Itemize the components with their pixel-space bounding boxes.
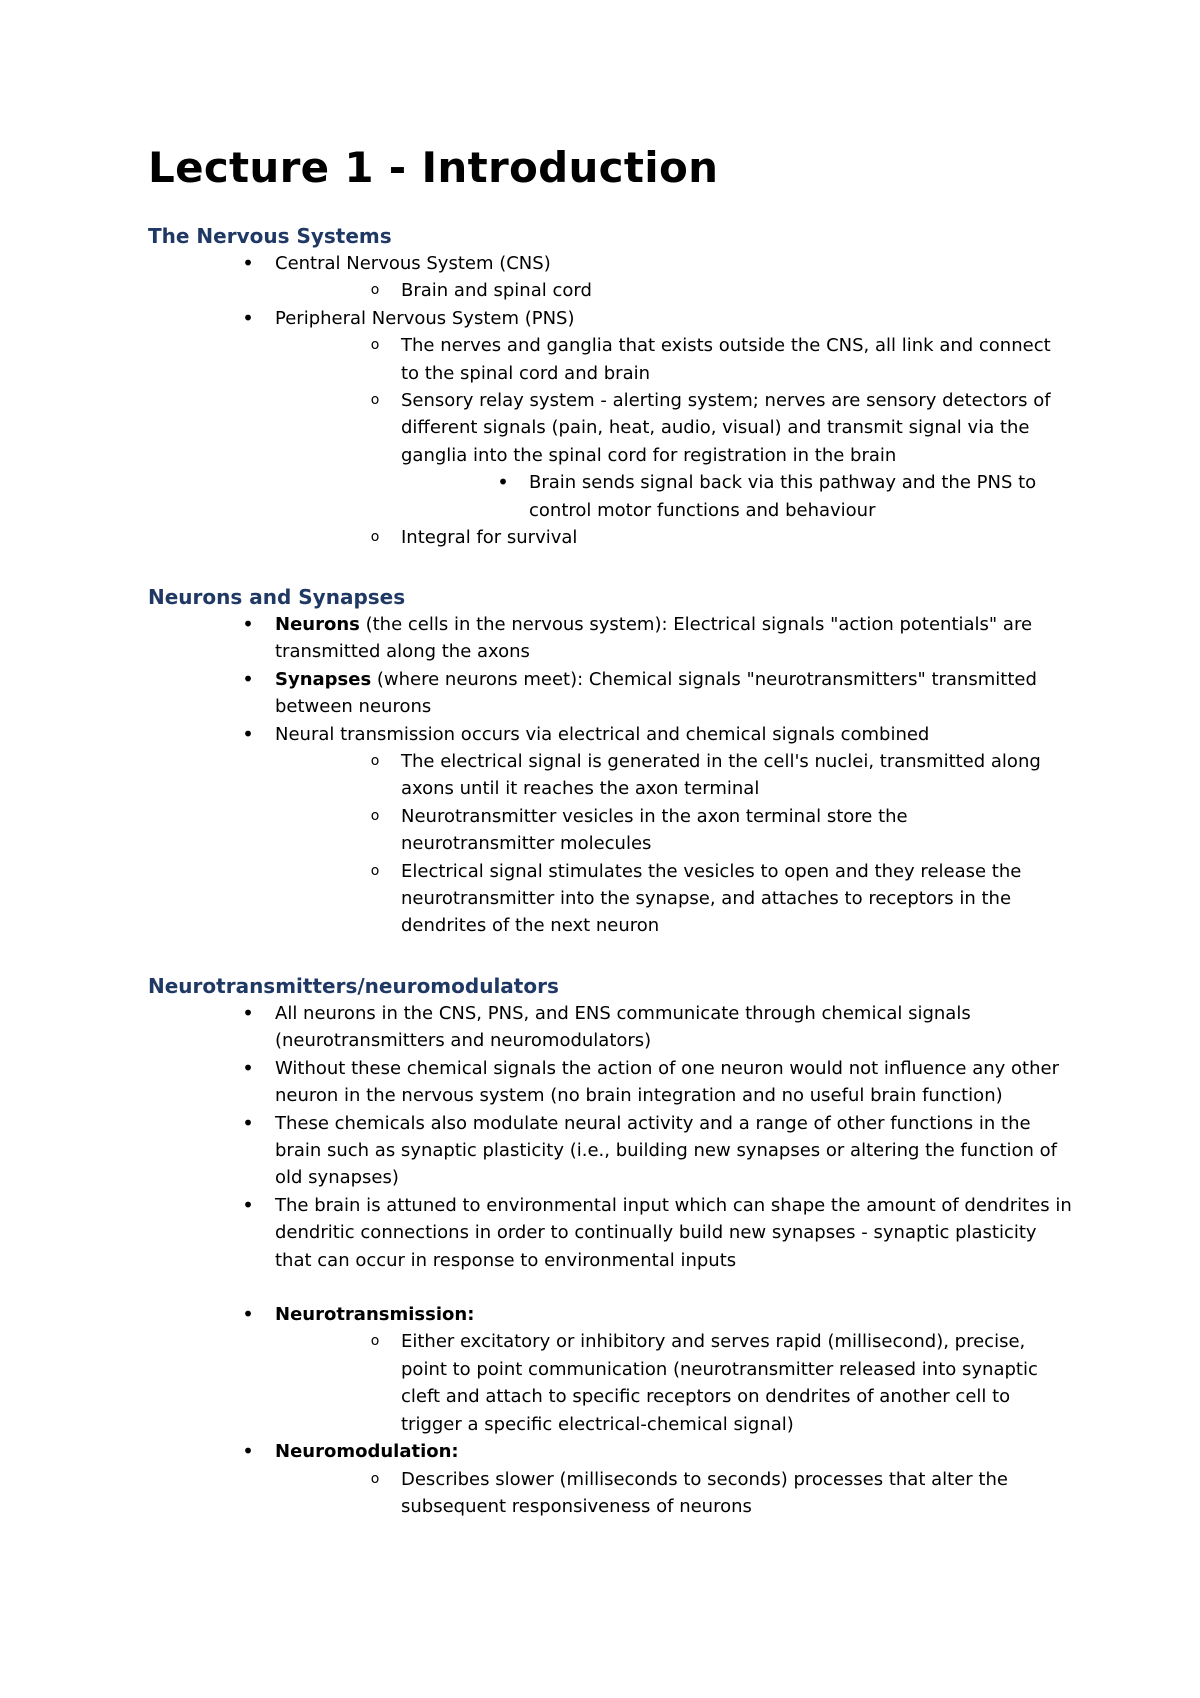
list-item-text: The nerves and ganglia that exists outside the CNS, all link and connect to the spinal cord and brain: [401, 335, 1051, 384]
list-item: [497, 469, 1049, 524]
list-item-text: (where neurons meet): Chemical signals "neurotransmitters" transmitted between neurons: [275, 668, 1037, 718]
list-item-text: Integral for survival: [401, 527, 578, 549]
section-neurotransmitters: [0, 972, 1200, 1520]
bullet-icon: •: [242, 1302, 254, 1327]
section-heading: Neurons and Synapses: [148, 585, 406, 609]
list-item: [370, 332, 1061, 387]
bullet-icon: •: [242, 612, 254, 636]
bold-term: Neurotransmission:: [275, 1304, 475, 1326]
list-item: [370, 277, 1061, 304]
list-item: [242, 305, 1075, 332]
list-item: [242, 1192, 1075, 1274]
list-item: [242, 250, 1075, 277]
list-item: [242, 1110, 1075, 1192]
bullet-icon: •: [242, 666, 254, 691]
circle-bullet-icon: o: [370, 529, 380, 546]
list-item: [242, 611, 1075, 666]
list-item: [242, 1438, 1075, 1465]
list-item-text: The brain is attuned to environmental input which can shape the amount of dendrites in dendritic connections in order to continually build new synapses - synaptic plasticity that can occur in response to environmental inputs: [275, 1194, 1072, 1271]
list-item-text: Either excitatory or inhibitory and serves rapid (millisecond), precise, point to point communication (neurotransmitter released into synaptic cleft and attach to specific receptors on dendrites of another cell to trigger a specific electrical-chemical signal): [401, 1331, 1038, 1435]
list-item: [242, 666, 1075, 721]
bullet-list: [0, 250, 1200, 551]
list-item: [370, 1328, 1061, 1438]
section-heading: Neurotransmitters/neuromodulators: [148, 974, 559, 998]
circle-bullet-icon: o: [370, 1333, 380, 1350]
bullet-icon: •: [242, 1055, 254, 1080]
bullet-list: [0, 611, 1200, 940]
bold-term: Neuromodulation:: [275, 1441, 459, 1463]
list-item: [242, 1055, 1075, 1110]
list-item-text: Peripheral Nervous System (PNS): [275, 307, 575, 329]
list-item-text: Sensory relay system - alerting system; nerves are sensory detectors of different signals (pain, heat, audio, visual) and transmit signal via the ganglia into the spinal cord for registration in the brain: [401, 390, 1051, 466]
bullet-icon: •: [242, 305, 254, 330]
list-item-text: Without these chemical signals the action of one neuron would not influence any other neuron in the nervous system (no brain integration and no useful brain function): [275, 1057, 1059, 1107]
list-item-text: These chemicals also modulate neural activity and a range of other functions in the brain such as synaptic plasticity (i.e., building new synapses or altering the function of old synapses): [275, 1112, 1058, 1189]
bold-term: Synapses: [275, 668, 372, 690]
list-item: [242, 1301, 1075, 1328]
list-item-text: Brain and spinal cord: [401, 280, 592, 302]
list-item: [242, 1000, 1075, 1055]
circle-bullet-icon: o: [370, 337, 380, 354]
bullet-icon: •: [242, 721, 254, 746]
section-nervous-systems: [0, 222, 1200, 551]
list-item: [370, 803, 1061, 858]
list-item: [370, 858, 1061, 940]
list-item-text: (the cells in the nervous system): Electrical signals "action potentials" are transmitted along the axons: [275, 614, 1033, 663]
bullet-icon: •: [242, 251, 254, 275]
list-item: [370, 387, 1061, 469]
spacer: [0, 1274, 1200, 1301]
circle-bullet-icon: o: [370, 1470, 380, 1487]
bullet-icon: •: [242, 1110, 254, 1135]
bullet-icon: •: [242, 1439, 254, 1464]
section-neurons-synapses: [0, 583, 1200, 940]
circle-bullet-icon: o: [370, 753, 380, 770]
bullet-icon: •: [242, 1192, 254, 1217]
circle-bullet-icon: o: [370, 392, 380, 409]
list-item-text: Central Nervous System (CNS): [275, 253, 551, 274]
list-item-text: Brain sends signal back via this pathway and the PNS to control motor functions and behaviour: [529, 472, 1037, 521]
list-item: [370, 1466, 1061, 1521]
circle-bullet-icon: o: [370, 862, 380, 879]
list-item-text: The electrical signal is generated in the cell's nuclei, transmitted along axons until it reaches the axon terminal: [401, 751, 1041, 800]
bullet-icon: •: [497, 470, 509, 495]
circle-bullet-icon: o: [370, 282, 380, 299]
list-item: [242, 721, 1075, 748]
circle-bullet-icon: o: [370, 807, 380, 824]
list-item-text: Neural transmission occurs via electrical and chemical signals combined: [275, 723, 930, 745]
list-item-text: Describes slower (milliseconds to seconds) processes that alter the subsequent responsiveness of neurons: [401, 1468, 1008, 1517]
bullet-icon: •: [242, 1001, 254, 1025]
list-item-text: Neurotransmitter vesicles in the axon terminal store the neurotransmitter molecules: [401, 805, 908, 855]
bold-term: Neurons: [275, 614, 360, 635]
list-item-text: All neurons in the CNS, PNS, and ENS communicate through chemical signals (neurotransmitters and neuromodulators): [275, 1003, 971, 1052]
page-title: Lecture 1 - Introduction: [148, 143, 719, 192]
list-item: [370, 524, 1061, 551]
bullet-list: [0, 1000, 1200, 1520]
section-heading: The Nervous Systems: [148, 224, 392, 248]
list-item-text: Electrical signal stimulates the vesicles to open and they release the neurotransmitter into the synapse, and attaches to receptors in the dendrites of the next neuron: [401, 860, 1022, 937]
list-item: [370, 748, 1061, 803]
